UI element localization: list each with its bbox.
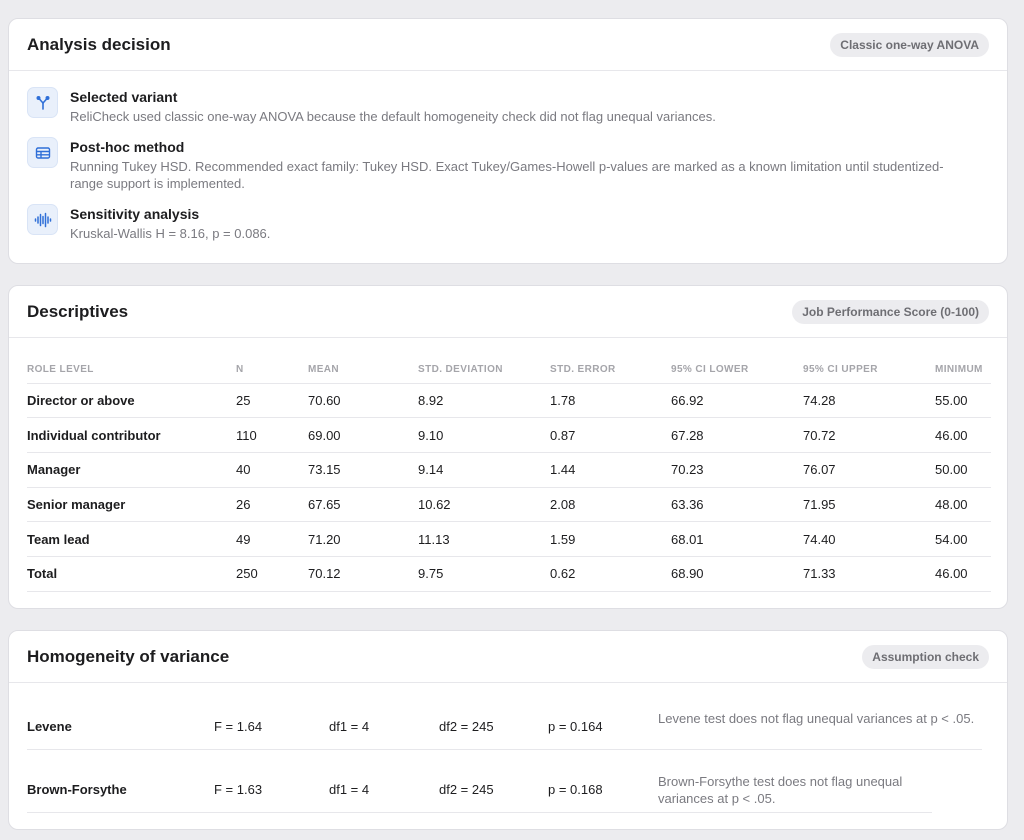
column-header-std-deviation: STD. DEVIATION [418, 357, 550, 383]
test-name: Brown-Forsythe [27, 782, 127, 797]
decision-item-variant [27, 87, 989, 125]
test-name: Levene [27, 719, 72, 734]
cell-ci-upper: 74.40 [803, 522, 935, 557]
cell-minimum: 54.00 [935, 522, 991, 557]
card-header [9, 631, 1007, 683]
cell-std-error: 1.44 [550, 452, 671, 487]
f-statistic: F = 1.64 [214, 719, 263, 734]
cell-minimum: 50.00 [935, 452, 991, 487]
decision-description: ReliCheck used classic one-way ANOVA because the default homogeneity check did not flag unequal variances. [70, 109, 716, 124]
cell-mean: 73.15 [308, 452, 418, 487]
decision-item-posthoc [27, 137, 989, 192]
cell-role-level: Total [27, 556, 236, 591]
cell-std-deviation: 9.14 [418, 452, 550, 487]
df1-value: df1 = 4 [329, 719, 370, 734]
card-header [9, 19, 1007, 71]
cell-n: 40 [236, 452, 308, 487]
cell-n: 49 [236, 522, 308, 557]
cell-n: 250 [236, 556, 308, 591]
cell-std-deviation: 10.62 [418, 487, 550, 522]
cell-mean: 71.20 [308, 522, 418, 557]
cell-ci-lower: 63.36 [671, 487, 803, 522]
table-row [27, 383, 991, 418]
decision-title: Post-hoc method [70, 139, 185, 155]
cell-ci-lower: 68.90 [671, 556, 803, 591]
cell-ci-upper: 74.28 [803, 383, 935, 418]
cell-minimum: 48.00 [935, 487, 991, 522]
df1-value: df1 = 4 [329, 782, 370, 797]
test-note: Brown-Forsythe test does not flag unequal variances at p < .05. [658, 774, 903, 806]
analysis-decision-card [8, 18, 1008, 264]
column-header-n: N [236, 357, 308, 383]
cell-n: 26 [236, 487, 308, 522]
table-row [27, 522, 991, 557]
df2-value: df2 = 245 [439, 719, 494, 734]
decision-title: Selected variant [70, 89, 178, 105]
descriptives-card [8, 285, 1008, 609]
variable-badge: Job Performance Score (0-100) [792, 300, 989, 324]
column-header-minimum: MINIMUM [935, 357, 991, 383]
row-divider [27, 749, 982, 750]
cell-ci-upper: 71.33 [803, 556, 935, 591]
cell-role-level: Team lead [27, 522, 236, 557]
homogeneity-card [8, 630, 1008, 830]
cell-role-level: Individual contributor [27, 418, 236, 453]
cell-ci-lower: 66.92 [671, 383, 803, 418]
card-title: Descriptives [27, 301, 129, 321]
f-statistic: F = 1.63 [214, 782, 263, 797]
cell-mean: 70.12 [308, 556, 418, 591]
cell-role-level: Manager [27, 452, 236, 487]
cell-role-level: Director or above [27, 383, 236, 418]
decision-list [9, 71, 1007, 242]
branch-icon [27, 87, 58, 118]
cell-std-deviation: 9.10 [418, 418, 550, 453]
homogeneity-row-brown-forsythe [27, 773, 991, 813]
cell-minimum: 46.00 [935, 556, 991, 591]
cell-mean: 69.00 [308, 418, 418, 453]
cell-ci-lower: 67.28 [671, 418, 803, 453]
cell-std-deviation: 9.75 [418, 556, 550, 591]
decision-description: Running Tukey HSD. Recommended exact family: Tukey HSD. Exact Tukey/Games-Howell p-values are marked as a known limitation until studentized-range support is implemented. [70, 159, 944, 191]
card-header [9, 286, 1007, 338]
cell-std-error: 1.78 [550, 383, 671, 418]
table-row [27, 418, 991, 453]
column-header-ci-upper: 95% CI UPPER [803, 357, 935, 383]
p-value: p = 0.168 [548, 782, 603, 797]
cell-mean: 67.65 [308, 487, 418, 522]
column-header-std-error: STD. ERROR [550, 357, 671, 383]
cell-std-deviation: 8.92 [418, 383, 550, 418]
column-header-mean: MEAN [308, 357, 418, 383]
card-title: Analysis decision [27, 34, 171, 54]
cell-std-error: 0.62 [550, 556, 671, 591]
homogeneity-row-levene [27, 710, 991, 750]
cell-ci-upper: 70.72 [803, 418, 935, 453]
table-row-total [27, 556, 991, 591]
cell-n: 110 [236, 418, 308, 453]
table-header-row [27, 357, 991, 383]
table-row [27, 452, 991, 487]
cell-n: 25 [236, 383, 308, 418]
cell-std-error: 0.87 [550, 418, 671, 453]
table-row [27, 487, 991, 522]
status-badge: Classic one-way ANOVA [830, 33, 989, 57]
column-header-ci-lower: 95% CI LOWER [671, 357, 803, 383]
cell-mean: 70.60 [308, 383, 418, 418]
column-header-role-level: ROLE LEVEL [27, 357, 236, 383]
cell-ci-lower: 70.23 [671, 452, 803, 487]
decision-title: Sensitivity analysis [70, 206, 200, 222]
decision-description: Kruskal-Wallis H = 8.16, p = 0.086. [70, 226, 271, 241]
descriptives-table [27, 357, 991, 592]
test-note: Levene test does not flag unequal variances at p < .05. [658, 711, 975, 726]
cell-minimum: 46.00 [935, 418, 991, 453]
cell-std-error: 2.08 [550, 487, 671, 522]
cell-minimum: 55.00 [935, 383, 991, 418]
waveform-icon [27, 204, 58, 235]
row-divider [27, 812, 932, 813]
decision-item-sensitivity [27, 204, 989, 242]
status-badge: Assumption check [862, 645, 989, 669]
cell-std-deviation: 11.13 [418, 522, 550, 557]
cell-ci-upper: 76.07 [803, 452, 935, 487]
cell-ci-upper: 71.95 [803, 487, 935, 522]
df2-value: df2 = 245 [439, 782, 494, 797]
card-title: Homogeneity of variance [27, 646, 230, 666]
cell-role-level: Senior manager [27, 487, 236, 522]
cell-std-error: 1.59 [550, 522, 671, 557]
cell-ci-lower: 68.01 [671, 522, 803, 557]
table-icon [27, 137, 58, 168]
p-value: p = 0.164 [548, 719, 603, 734]
